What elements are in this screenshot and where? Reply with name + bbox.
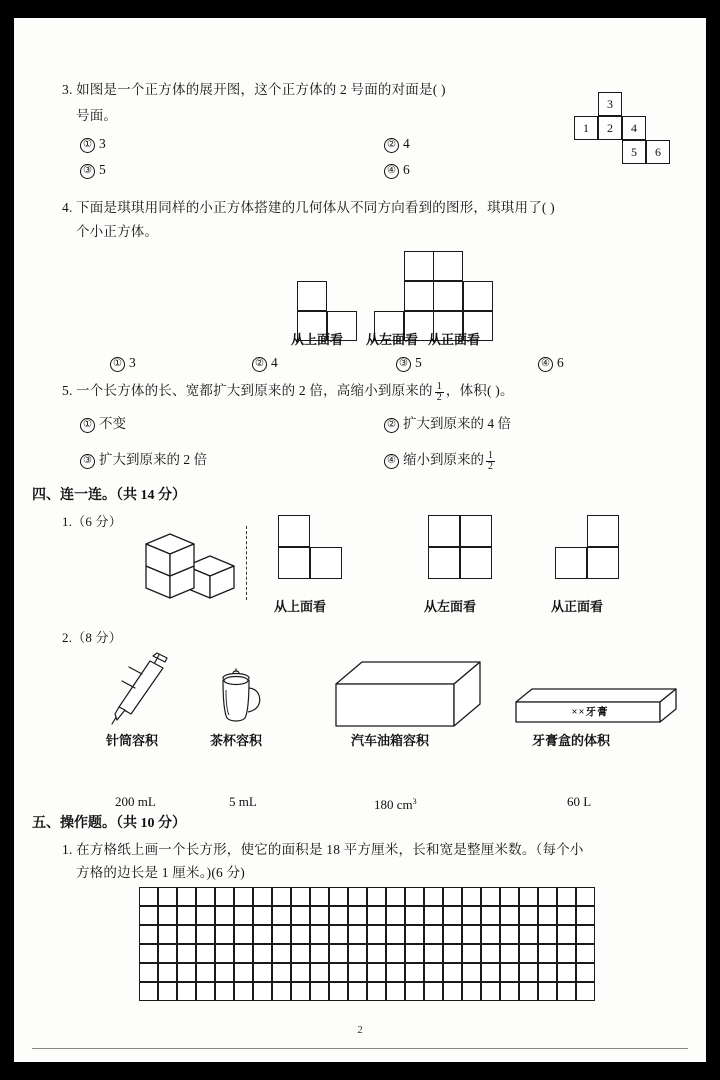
graph-cell[interactable] xyxy=(443,906,462,925)
fraction-denominator: 2 xyxy=(488,461,493,472)
graph-cell[interactable] xyxy=(405,887,424,906)
graph-cell[interactable] xyxy=(329,887,348,906)
q4-option-2-label: 4 xyxy=(271,355,278,370)
fraction-denominator: 2 xyxy=(436,392,442,403)
shape-cell xyxy=(460,547,492,579)
q3-option-3-mark: ③ xyxy=(80,164,95,179)
graph-cell[interactable] xyxy=(234,944,253,963)
question-5-text xyxy=(62,381,514,403)
section-5-heading: 五、操作题。（共 10 分） xyxy=(32,816,186,831)
graph-cell[interactable] xyxy=(386,925,405,944)
graph-cell[interactable] xyxy=(386,906,405,925)
graph-cell[interactable] xyxy=(386,944,405,963)
graph-cell[interactable] xyxy=(310,944,329,963)
graph-cell[interactable] xyxy=(538,925,557,944)
graph-cell[interactable] xyxy=(462,925,481,944)
graph-cell[interactable] xyxy=(557,944,576,963)
graph-cell[interactable] xyxy=(348,887,367,906)
graph-cell[interactable] xyxy=(291,887,310,906)
graph-cell[interactable] xyxy=(158,944,177,963)
footer-divider xyxy=(32,1048,688,1049)
q3-option-4[interactable] xyxy=(384,160,410,180)
graph-cell[interactable] xyxy=(557,925,576,944)
graph-cell[interactable] xyxy=(272,944,291,963)
q3-option-3[interactable] xyxy=(80,160,106,180)
graph-cell[interactable] xyxy=(519,906,538,925)
graph-cell[interactable] xyxy=(481,906,500,925)
q4-view-front-shape xyxy=(433,251,493,341)
q5-option-2-label: 扩大到原来的 4 倍 xyxy=(403,416,511,431)
question-3-line1: 3. 如图是一个正方体的展开图，这个正方体的 2 号面的对面是( ) xyxy=(62,82,446,97)
graph-cell[interactable] xyxy=(310,887,329,906)
graph-cell[interactable] xyxy=(291,925,310,944)
fuel-tank-value-base: 180 cm xyxy=(374,797,413,812)
question-4-line1: 4. 下面是琪琪用同样的小正方体搭建的几何体从不同方向看到的图形，琪琪用了( ) xyxy=(62,200,555,215)
q3-option-1[interactable] xyxy=(80,134,106,154)
q4-option-4-mark: ④ xyxy=(538,357,553,372)
graph-cell[interactable] xyxy=(443,887,462,906)
fuel-tank-value-sup: 3 xyxy=(412,797,417,806)
graph-cell[interactable] xyxy=(215,887,234,906)
shape-cell xyxy=(278,547,310,579)
graph-cell[interactable] xyxy=(158,906,177,925)
graph-cell[interactable] xyxy=(272,982,291,1001)
graph-cell[interactable] xyxy=(500,906,519,925)
shape-cell xyxy=(278,515,310,547)
shape-cell xyxy=(428,547,460,579)
graph-paper-grid[interactable] xyxy=(139,887,595,1001)
graph-cell[interactable] xyxy=(386,963,405,982)
graph-cell[interactable] xyxy=(405,963,424,982)
graph-cell[interactable] xyxy=(500,963,519,982)
q4-option-2-mark: ② xyxy=(252,357,267,372)
shape-cell xyxy=(433,281,463,311)
graph-cell[interactable] xyxy=(348,963,367,982)
graph-cell[interactable] xyxy=(424,944,443,963)
graph-cell[interactable] xyxy=(329,906,348,925)
q4-view-left-shape xyxy=(374,251,434,341)
graph-cell[interactable] xyxy=(234,887,253,906)
graph-cell[interactable] xyxy=(576,944,595,963)
fuel-tank-value xyxy=(374,793,417,814)
net-cell-2: 2 xyxy=(598,116,622,140)
section-5-q1-line2: 方格的边长是 1 厘米。)(6 分) xyxy=(76,865,245,880)
isometric-solid-svg xyxy=(134,524,244,604)
graph-cell[interactable] xyxy=(538,963,557,982)
section-5-q1-line1: 1. 在方格纸上画一个长方形，使它的面积是 18 平方厘米，长和宽是整厘米数。（每个小 xyxy=(62,842,584,857)
graph-cell[interactable] xyxy=(310,963,329,982)
q5-option-4[interactable] xyxy=(384,450,497,472)
q5-option-4-mark: ④ xyxy=(384,454,399,469)
graph-cell[interactable] xyxy=(234,906,253,925)
graph-cell[interactable] xyxy=(557,887,576,906)
graph-cell[interactable] xyxy=(329,963,348,982)
graph-cell[interactable] xyxy=(253,906,272,925)
q4-option-1-mark: ① xyxy=(110,357,125,372)
graph-cell[interactable] xyxy=(557,963,576,982)
q4-option-2[interactable] xyxy=(252,353,278,373)
graph-cell[interactable] xyxy=(177,906,196,925)
graph-cell[interactable] xyxy=(196,944,215,963)
toothpaste-box-icon xyxy=(514,686,680,730)
graph-cell[interactable] xyxy=(405,944,424,963)
s4q1-view-front-shape xyxy=(555,515,619,579)
net-cell-3: 3 xyxy=(598,92,622,116)
graph-cell[interactable] xyxy=(272,906,291,925)
graph-cell[interactable] xyxy=(576,906,595,925)
graph-cell[interactable] xyxy=(462,887,481,906)
graph-cell[interactable] xyxy=(348,906,367,925)
q5-option-3[interactable] xyxy=(80,450,207,470)
worksheet-page xyxy=(14,18,706,1062)
syringe-caption: 针筒容积 xyxy=(106,733,159,748)
q5-option-4-label: 缩小到原来的 xyxy=(403,452,484,467)
graph-cell[interactable] xyxy=(500,887,519,906)
graph-cell[interactable] xyxy=(253,887,272,906)
q4-option-1[interactable] xyxy=(110,353,136,373)
shape-cell xyxy=(555,547,587,579)
fraction-numerator: 1 xyxy=(488,450,493,461)
worksheet-sheet xyxy=(14,18,706,1062)
graph-cell[interactable] xyxy=(272,963,291,982)
graph-cell[interactable] xyxy=(310,982,329,1001)
graph-cell[interactable] xyxy=(576,925,595,944)
graph-cell[interactable] xyxy=(272,887,291,906)
shape-cell xyxy=(310,547,342,579)
graph-cell[interactable] xyxy=(519,887,538,906)
q4-option-1-label: 3 xyxy=(129,355,136,370)
graph-cell[interactable] xyxy=(272,925,291,944)
graph-cell[interactable] xyxy=(519,944,538,963)
q3-option-2-label: 4 xyxy=(403,136,410,151)
graph-cell[interactable] xyxy=(405,925,424,944)
shape-cell xyxy=(404,281,434,311)
section-4-heading: 四、连一连。（共 14 分） xyxy=(32,488,186,503)
graph-cell[interactable] xyxy=(443,982,462,1001)
graph-cell[interactable] xyxy=(196,982,215,1001)
shape-cell xyxy=(433,251,463,281)
q4-view-front-caption: 从正面看 xyxy=(428,332,481,347)
graph-cell[interactable] xyxy=(386,982,405,1001)
graph-cell[interactable] xyxy=(576,887,595,906)
graph-cell[interactable] xyxy=(215,963,234,982)
fuel-tank-caption: 汽车油箱容积 xyxy=(351,733,430,748)
teacup-icon xyxy=(214,668,274,728)
question-5-suffix: ，体积( )。 xyxy=(445,383,514,398)
graph-cell[interactable] xyxy=(367,982,386,1001)
graph-cell[interactable] xyxy=(139,925,158,944)
q3-option-4-mark: ④ xyxy=(384,164,399,179)
q3-option-2[interactable] xyxy=(384,134,410,154)
s4q1-view-left-shape xyxy=(428,515,492,579)
graph-cell[interactable] xyxy=(500,982,519,1001)
graph-cell[interactable] xyxy=(234,963,253,982)
graph-cell[interactable] xyxy=(139,963,158,982)
question-4-line2: 个小正方体。 xyxy=(76,224,159,239)
q5-option-2[interactable] xyxy=(384,414,511,434)
graph-cell[interactable] xyxy=(177,887,196,906)
graph-cell[interactable] xyxy=(367,963,386,982)
q5-option-3-label: 扩大到原来的 2 倍 xyxy=(99,452,207,467)
graph-cell[interactable] xyxy=(196,925,215,944)
vertical-dashed-divider xyxy=(246,526,247,600)
q5-option-1-label: 不变 xyxy=(99,416,126,431)
page-number: 2 xyxy=(357,1024,363,1036)
q4-option-3-label: 5 xyxy=(415,355,422,370)
toothpaste-box-label: ××牙膏 xyxy=(571,707,609,718)
graph-cell[interactable] xyxy=(253,944,272,963)
s4q1-view-left-caption: 从左面看 xyxy=(424,599,477,614)
graph-cell[interactable] xyxy=(443,963,462,982)
graph-cell[interactable] xyxy=(139,906,158,925)
net-cell-1: 1 xyxy=(574,116,598,140)
shape-cell xyxy=(587,547,619,579)
q3-option-2-mark: ② xyxy=(384,138,399,153)
graph-cell[interactable] xyxy=(234,925,253,944)
graph-cell[interactable] xyxy=(158,963,177,982)
q4-option-3[interactable] xyxy=(396,353,422,373)
graph-cell[interactable] xyxy=(519,925,538,944)
graph-cell[interactable] xyxy=(139,944,158,963)
graph-cell[interactable] xyxy=(234,982,253,1001)
graph-cell[interactable] xyxy=(367,944,386,963)
syringe-value: 200 mL xyxy=(115,794,156,809)
graph-cell[interactable] xyxy=(424,982,443,1001)
graph-cell[interactable] xyxy=(557,982,576,1001)
graph-cell[interactable] xyxy=(538,982,557,1001)
graph-cell[interactable] xyxy=(291,963,310,982)
graph-cell[interactable] xyxy=(367,925,386,944)
q5-option-4-fraction xyxy=(486,451,495,472)
q4-option-3-mark: ③ xyxy=(396,357,411,372)
net-cell-4: 4 xyxy=(622,116,646,140)
teacup-svg xyxy=(214,668,274,728)
graph-cell[interactable] xyxy=(443,925,462,944)
graph-cell[interactable] xyxy=(538,887,557,906)
graph-cell[interactable] xyxy=(253,963,272,982)
question-5-fraction xyxy=(435,382,444,403)
shape-cell xyxy=(460,515,492,547)
graph-cell[interactable] xyxy=(405,906,424,925)
fuel-tank-box-icon xyxy=(334,658,482,732)
graph-cell[interactable] xyxy=(177,944,196,963)
graph-cell[interactable] xyxy=(500,925,519,944)
graph-cell[interactable] xyxy=(348,925,367,944)
q4-option-4[interactable] xyxy=(538,353,564,373)
cube-net-diagram xyxy=(574,92,694,172)
isometric-solid-icon xyxy=(134,524,244,604)
graph-cell[interactable] xyxy=(196,887,215,906)
toothpaste-value: 60 L xyxy=(567,794,592,809)
graph-cell[interactable] xyxy=(158,925,177,944)
question-3-line2: 号面。 xyxy=(76,108,118,123)
graph-cell[interactable] xyxy=(481,925,500,944)
graph-cell[interactable] xyxy=(291,944,310,963)
fuel-tank-box-svg xyxy=(334,658,482,732)
shape-cell xyxy=(463,281,493,311)
graph-cell[interactable] xyxy=(462,963,481,982)
q3-option-4-label: 6 xyxy=(403,162,410,177)
shape-cell xyxy=(297,281,327,311)
graph-cell[interactable] xyxy=(576,982,595,1001)
graph-cell[interactable] xyxy=(576,963,595,982)
toothpaste-caption: 牙膏盒的体积 xyxy=(532,733,611,748)
graph-cell[interactable] xyxy=(443,944,462,963)
graph-cell[interactable] xyxy=(538,906,557,925)
graph-cell[interactable] xyxy=(405,982,424,1001)
shape-cell xyxy=(428,515,460,547)
graph-cell[interactable] xyxy=(557,906,576,925)
s4q1-view-top-caption: 从上面看 xyxy=(274,599,327,614)
shape-cell xyxy=(404,251,434,281)
graph-cell[interactable] xyxy=(329,982,348,1001)
graph-cell[interactable] xyxy=(424,906,443,925)
graph-cell[interactable] xyxy=(481,944,500,963)
graph-cell[interactable] xyxy=(253,982,272,1001)
graph-cell[interactable] xyxy=(139,887,158,906)
q5-option-1[interactable] xyxy=(80,414,126,434)
q5-option-2-mark: ② xyxy=(384,418,399,433)
graph-cell[interactable] xyxy=(196,906,215,925)
graph-cell[interactable] xyxy=(481,887,500,906)
graph-cell[interactable] xyxy=(348,944,367,963)
graph-cell[interactable] xyxy=(177,982,196,1001)
graph-cell[interactable] xyxy=(424,925,443,944)
graph-cell[interactable] xyxy=(158,982,177,1001)
graph-cell[interactable] xyxy=(291,982,310,1001)
graph-cell[interactable] xyxy=(291,906,310,925)
q5-option-3-mark: ③ xyxy=(80,454,95,469)
graph-cell[interactable] xyxy=(177,963,196,982)
q5-option-1-mark: ① xyxy=(80,418,95,433)
graph-cell[interactable] xyxy=(253,925,272,944)
syringe-icon xyxy=(109,652,179,728)
graph-cell[interactable] xyxy=(215,925,234,944)
q4-view-left-caption: 从左面看 xyxy=(366,332,419,347)
question-5-prefix: 5. 一个长方体的长、宽都扩大到原来的 2 倍，高缩小到原来的 xyxy=(62,383,433,398)
graph-cell[interactable] xyxy=(462,944,481,963)
q3-option-1-label: 3 xyxy=(99,136,106,151)
graph-cell[interactable] xyxy=(310,906,329,925)
graph-cell[interactable] xyxy=(215,944,234,963)
graph-cell[interactable] xyxy=(139,982,158,1001)
graph-cell[interactable] xyxy=(367,887,386,906)
graph-cell[interactable] xyxy=(215,982,234,1001)
q3-option-3-label: 5 xyxy=(99,162,106,177)
graph-cell[interactable] xyxy=(177,925,196,944)
graph-cell[interactable] xyxy=(367,906,386,925)
q3-option-1-mark: ① xyxy=(80,138,95,153)
s4q1-view-front-caption: 从正面看 xyxy=(551,599,604,614)
graph-cell[interactable] xyxy=(519,982,538,1001)
graph-cell[interactable] xyxy=(310,925,329,944)
syringe-svg xyxy=(109,652,179,728)
graph-cell[interactable] xyxy=(500,944,519,963)
section-4-q1-label: 1.（6 分） xyxy=(62,514,122,529)
graph-cell[interactable] xyxy=(519,963,538,982)
graph-cell[interactable] xyxy=(424,887,443,906)
fraction-numerator: 1 xyxy=(436,381,442,392)
q4-view-top-caption: 从上面看 xyxy=(291,332,344,347)
graph-cell[interactable] xyxy=(386,887,405,906)
graph-cell[interactable] xyxy=(348,982,367,1001)
section-4-q2-label: 2.（8 分） xyxy=(62,630,122,645)
shape-cell xyxy=(587,515,619,547)
teacup-caption: 茶杯容积 xyxy=(210,733,263,748)
graph-cell[interactable] xyxy=(329,944,348,963)
graph-cell[interactable] xyxy=(538,944,557,963)
graph-cell[interactable] xyxy=(158,887,177,906)
net-cell-5: 5 xyxy=(622,140,646,164)
net-cell-6: 6 xyxy=(646,140,670,164)
graph-cell[interactable] xyxy=(424,963,443,982)
graph-cell[interactable] xyxy=(462,906,481,925)
teacup-value: 5 mL xyxy=(229,794,257,809)
graph-cell[interactable] xyxy=(462,982,481,1001)
graph-cell[interactable] xyxy=(481,963,500,982)
graph-cell[interactable] xyxy=(481,982,500,1001)
graph-cell[interactable] xyxy=(329,925,348,944)
graph-cell[interactable] xyxy=(196,963,215,982)
graph-cell[interactable] xyxy=(215,906,234,925)
s4q1-view-top-shape xyxy=(278,515,342,579)
q4-option-4-label: 6 xyxy=(557,355,564,370)
